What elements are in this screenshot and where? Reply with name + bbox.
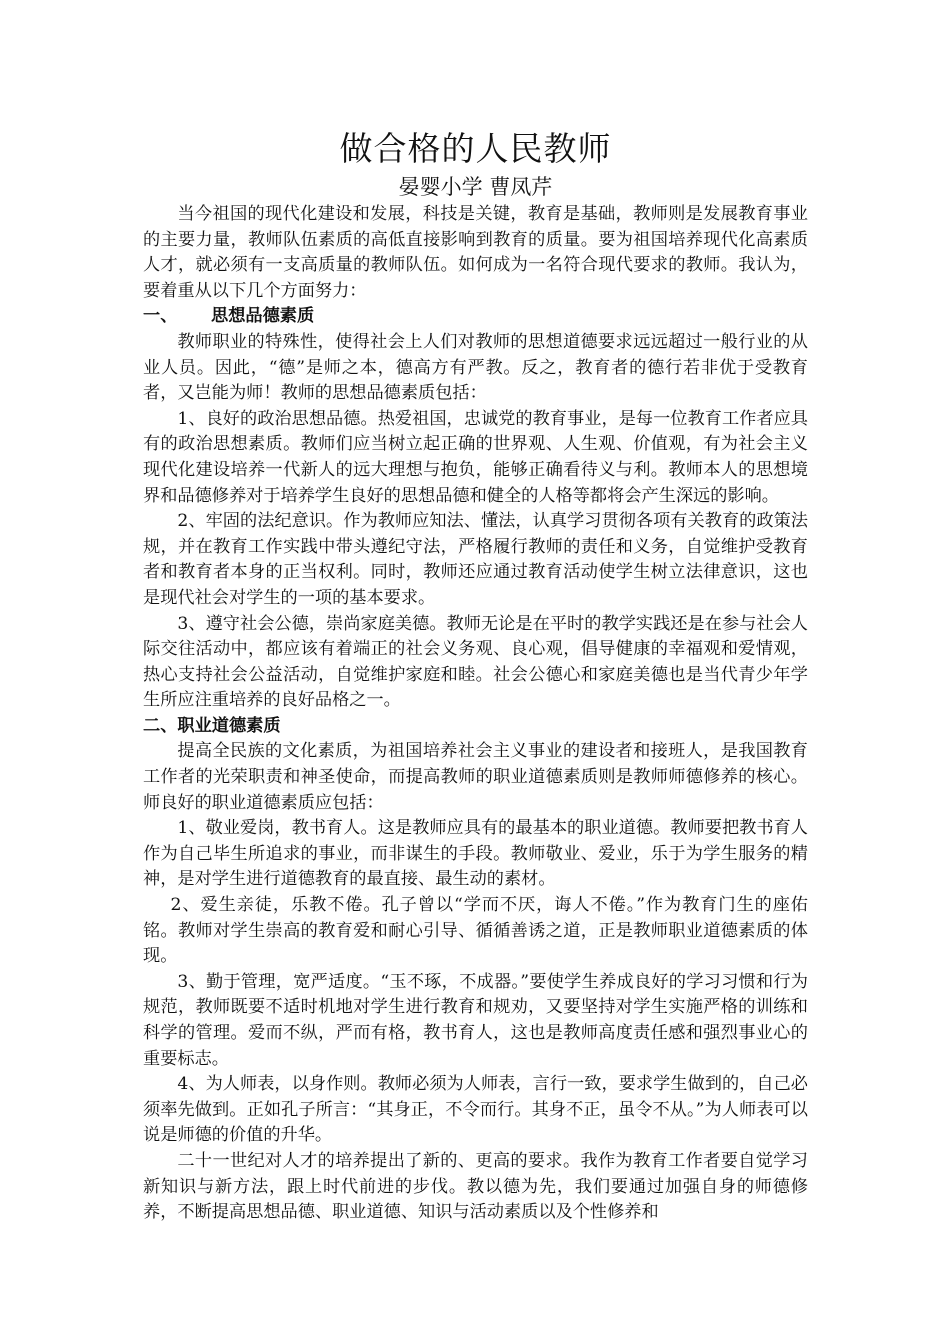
paragraph: 二十一世纪对人才的培养提出了新的、更高的要求。我作为教育工作者要自觉学习新知识与新方法，跟上时代前进的步伐。教以德为先，我们要通过加强自身的师德修养，不断提高思想品德、职业道德、知识与活动素质以及个性修养和 bbox=[143, 1150, 808, 1223]
document-page bbox=[143, 126, 808, 1226]
paragraph: 2、牢固的法纪意识。作为教师应知法、懂法，认真学习贯彻各项有关教育的政策法规，并在教育工作实践中带头遵纪守法，严格履行教师的责任和义务，自觉维护受教育者和教育者本身的正当权利。同时，教师还应通过教育活动使学生树立法律意识，这也是现代社会对学生的一项的基本要求。 bbox=[143, 511, 808, 608]
paragraph: 1、良好的政治思想品德。热爱祖国，忠诚党的教育事业，是每一位教育工作者应具有的政治思想素质。教师们应当树立起正确的世界观、人生观、价值观，有为社会主义现代化建设培养一代新人的远大理想与抱负，能够正确看待义与利。教师本人的思想境界和品德修养对于培养学生良好的思想品德和健全的人格等都将会产生深远的影响。 bbox=[143, 408, 808, 506]
paragraph: 3、遵守社会公德，崇尚家庭美德。教师无论是在平时的教学实践还是在参与社会人际交往活动中，都应该有着端正的社会义务观、良心观，倡导健康的幸福观和爱情观，热心支持社会公益活动，自觉维护家庭和睦。社会公德心和家庭美德也是当代青少年学生所应注重培养的良好品格之一。 bbox=[143, 613, 808, 711]
section-2-heading: 二、职业道德素质 bbox=[143, 715, 281, 736]
section-1-title: 思想品德素质 bbox=[211, 306, 315, 327]
paragraph: 2、爱生亲徒，乐教不倦。孔子曾以“学而不厌，诲人不倦。”作为教育门生的座佑铭。教师对学生崇高的教育爱和耐心引导、循循善诱之道，正是教师职业道德素质的体现。 bbox=[143, 895, 808, 967]
paragraph: 1、敬业爱岗，教书育人。这是教师应具有的最基本的职业道德。教师要把教书育人作为自己毕生所追求的事业，而非谋生的手段。教师敬业、爱业，乐于为学生服务的精神，是对学生进行道德教育的最直接、最生动的素材。 bbox=[143, 818, 808, 890]
section-1-heading bbox=[143, 304, 808, 330]
document-title: 做合格的人民教师 bbox=[339, 129, 612, 168]
paragraph: 教师职业的特殊性，使得社会上人们对教师的思想道德要求远远超过一般行业的从业人员。因此，“德”是师之本，德高方有严教。反之，教育者的德行若非优于受教育者，又岂能为师！教师的思想品德素质包括： bbox=[143, 331, 808, 404]
paragraph: 提高全民族的文化素质，为祖国培养社会主义事业的建设者和接班人，是我国教育工作者的光荣职责和神圣使命，而提高教师的职业道德素质则是教师师德修养的核心。师良好的职业道德素质应包括： bbox=[143, 741, 808, 813]
paragraph: 3、勤于管理，宽严适度。“玉不琢，不成器。”要使学生养成良好的学习习惯和行为规范，教师既要不适时机地对学生进行教育和规劝，又要坚持对学生实施严格的训练和科学的管理。爱而不纵，严而有格，教书育人，这也是教师高度责任感和强烈事业心的重要标志。 bbox=[143, 971, 808, 1069]
intro-paragraph: 当今祖国的现代化建设和发展，科技是关键，教育是基础，教师则是发展教育事业的主要力量，教师队伍素质的高低直接影响到教育的质量。要为祖国培养现代化高素质人才，就必须有一支高质量的教师队伍。如何成为一名符合现代要求的教师。我认为，要着重从以下几个方面努力： bbox=[143, 204, 808, 301]
document-author: 晏婴小学 曹凤芹 bbox=[398, 175, 553, 199]
paragraph: 4、为人师表，以身作则。教师必须为人师表，言行一致，要求学生做到的，自己必须率先做到。正如孔子所言：“其身正，不令而行。其身不正，虽令不从。”为人师表可以说是师德的价值的升华。 bbox=[143, 1074, 808, 1146]
section-1-number: 一、 bbox=[143, 306, 178, 327]
